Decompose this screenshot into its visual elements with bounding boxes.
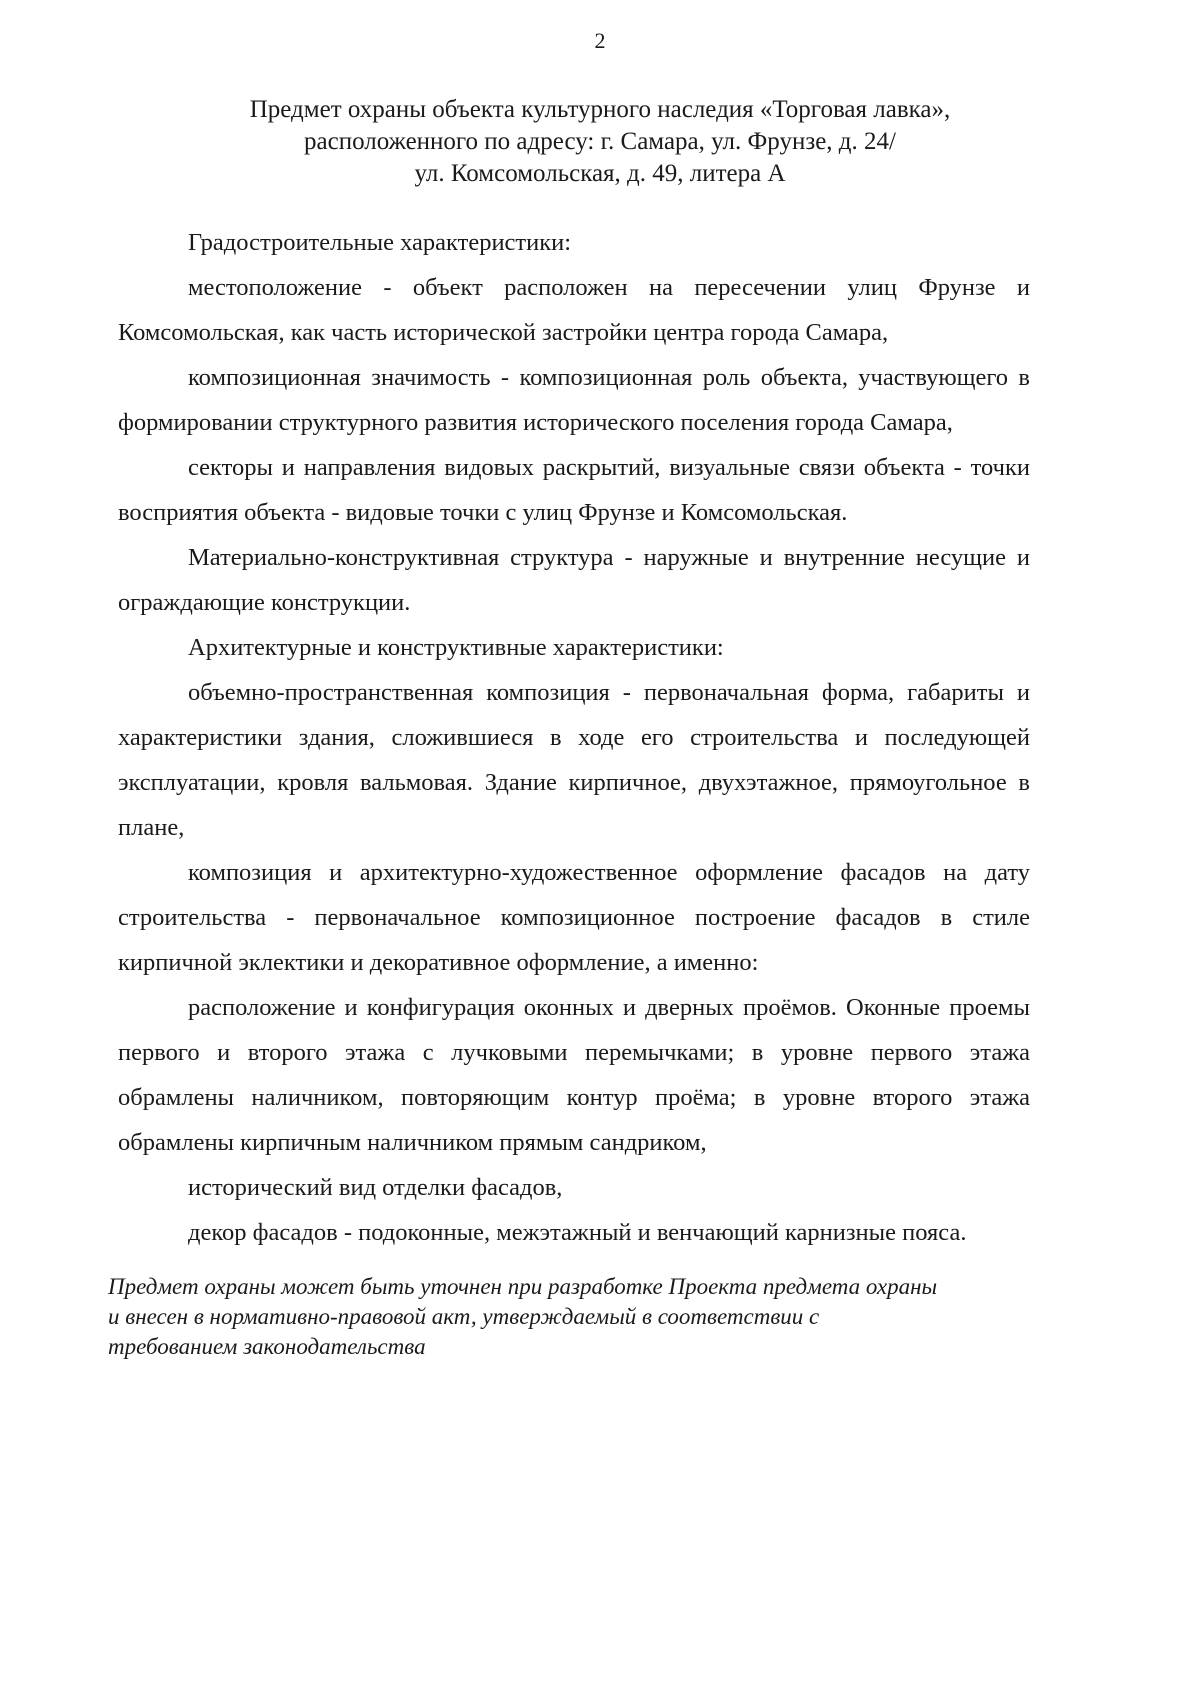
paragraph-openings: расположение и конфигурация оконных и дверных проёмов. Оконные проемы первого и второго этажа с лучковыми перемычками; в уровне первого этажа обрамлены наличником, повторяющим контур проёма; в уровне второго этажа обрамлены кирпичным наличником прямым сандриком, xyxy=(118,994,1030,1156)
paragraph-facade-design: композиция и архитектурно-художественное оформление фасадов на дату строительства - первоначальное композиционное построение фасадов в стиле кирпичной эклектики и декоративное оформление, а именно: xyxy=(118,859,1030,976)
title-line-1: Предмет охраны объекта культурного наследия «Торговая лавка», xyxy=(249,96,951,123)
title-line-3: ул. Комсомольская, д. 49, литера А xyxy=(414,160,786,187)
document-title xyxy=(0,94,1200,190)
title-line-2: расположенного по адресу: г. Самара, ул. Фрунзе, д. 24/ xyxy=(304,128,896,155)
note-line-3: требованием законодательства xyxy=(108,1334,426,1359)
paragraph-material-structure: Материально-конструктивная структура - наружные и внутренние несущие и ограждающие конструкции. xyxy=(118,544,1030,616)
paragraph-facade-decor: декор фасадов - подоконные, межэтажный и венчающий карнизные пояса. xyxy=(188,1219,967,1246)
paragraph-architectural-characteristics: Архитектурные и конструктивные характеристики: xyxy=(188,634,724,661)
paragraph-view-sectors: секторы и направления видовых раскрытий, визуальные связи объекта - точки восприятия объекта - видовые точки с улиц Фрунзе и Комсомольская. xyxy=(118,454,1030,526)
note-line-2: и внесен в нормативно-правовой акт, утверждаемый в соответствии с xyxy=(108,1304,820,1329)
paragraph-composition-significance: композиционная значимость - композиционная роль объекта, участвующего в формировании структурного развития исторического поселения города Самара, xyxy=(118,364,1030,436)
page-number: 2 xyxy=(594,28,606,53)
note-line-1: Предмет охраны может быть уточнен при разработке Проекта предмета охраны xyxy=(108,1274,938,1299)
paragraph-facade-finish: исторический вид отделки фасадов, xyxy=(188,1174,563,1201)
paragraph-volume-composition: объемно-пространственная композиция - первоначальная форма, габариты и характеристики здания, сложившиеся в ходе его строительства и последующей эксплуатации, кровля вальмовая. Здание кирпичное, двухэтажное, прямоугольное в плане, xyxy=(118,679,1030,841)
italic-note xyxy=(108,1272,1028,1362)
document-body xyxy=(118,220,1030,1255)
paragraph-urban-characteristics: Градостроительные характеристики: xyxy=(188,229,572,256)
paragraph-location: местоположение - объект расположен на пересечении улиц Фрунзе и Комсомольская, как часть исторической застройки центра города Самара, xyxy=(118,274,1030,346)
